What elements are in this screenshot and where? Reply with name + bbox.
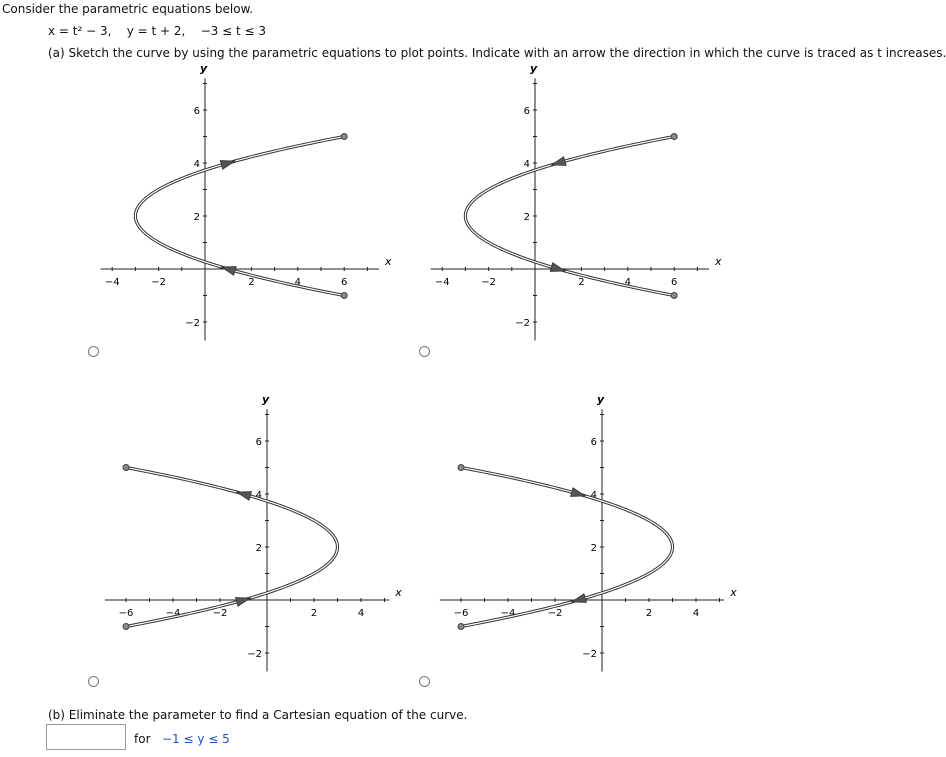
curve-endpoint bbox=[341, 293, 347, 299]
y-tick-label: 2 bbox=[255, 543, 262, 554]
x-tick-label: −4 bbox=[434, 277, 450, 288]
x-axis-label: x bbox=[715, 255, 722, 268]
y-range: −1 ≤ y ≤ 5 bbox=[161, 732, 230, 746]
y-tick-label: −2 bbox=[582, 649, 597, 660]
y-tick-label: 6 bbox=[193, 106, 200, 117]
x-tick-label: 4 bbox=[692, 608, 700, 619]
x-axis-label: x bbox=[730, 586, 737, 599]
answer-input[interactable] bbox=[46, 724, 126, 750]
x-tick-label: 4 bbox=[294, 277, 301, 288]
y-axis-label: y bbox=[597, 393, 605, 407]
x-tick-label: 2 bbox=[645, 608, 653, 619]
curve-endpoint bbox=[671, 134, 677, 140]
x-tick-label: −2 bbox=[151, 277, 166, 288]
direction-arrow bbox=[571, 488, 586, 497]
y-tick-label: 6 bbox=[255, 437, 262, 448]
equations bbox=[48, 24, 266, 38]
y-tick-label: 4 bbox=[193, 159, 200, 170]
y-tick-label: 2 bbox=[523, 212, 530, 223]
y-axis-label: y bbox=[262, 393, 270, 407]
x-tick-label: 6 bbox=[341, 277, 348, 288]
for-label: for bbox=[134, 732, 151, 746]
x-tick-label: 6 bbox=[671, 277, 678, 288]
x-tick-label: −4 bbox=[165, 608, 181, 619]
x-equation: x = t² − 3, bbox=[48, 24, 112, 38]
part-a-question: (a) Sketch the curve by using the parametric equations to plot points. Indicate with an arrow the direction in which the curve is traced as t increases. bbox=[48, 46, 946, 60]
y-equation: y = t + 2, bbox=[126, 24, 186, 38]
x-tick-label: −4 bbox=[500, 608, 516, 619]
x-tick-label: −2 bbox=[547, 608, 563, 619]
curve-endpoint bbox=[671, 293, 677, 299]
x-axis-label: x bbox=[385, 255, 392, 268]
y-tick-label: 4 bbox=[590, 490, 597, 501]
curve-endpoint bbox=[123, 465, 129, 471]
t-range: −3 ≤ t ≤ 3 bbox=[200, 24, 266, 38]
x-tick-label: −4 bbox=[104, 277, 120, 288]
direction-arrow bbox=[572, 594, 587, 603]
y-tick-label: 4 bbox=[523, 159, 530, 170]
intro-text: Consider the parametric equations below. bbox=[2, 2, 254, 16]
curve bbox=[135, 137, 344, 296]
x-tick-label: 2 bbox=[248, 277, 255, 288]
graph-option-4 bbox=[425, 390, 737, 690]
direction-arrow bbox=[220, 161, 235, 170]
curve-endpoint bbox=[458, 465, 464, 471]
y-tick-label: −2 bbox=[515, 318, 530, 329]
y-tick-label: 4 bbox=[255, 490, 262, 501]
x-tick-label: −2 bbox=[481, 277, 496, 288]
direction-arrow bbox=[237, 492, 252, 501]
curve-endpoint bbox=[458, 624, 464, 630]
direction-arrow bbox=[221, 267, 236, 276]
x-tick-label: 4 bbox=[357, 608, 365, 619]
curve-endpoint bbox=[341, 134, 347, 140]
curve bbox=[465, 137, 674, 296]
x-tick-label: 4 bbox=[624, 277, 631, 288]
domain-note bbox=[134, 732, 230, 746]
direction-arrow bbox=[551, 157, 566, 166]
y-tick-label: −2 bbox=[185, 318, 200, 329]
graph-option-1 bbox=[92, 64, 392, 364]
y-tick-label: 2 bbox=[590, 543, 597, 554]
x-tick-label: −6 bbox=[118, 608, 134, 619]
direction-arrow bbox=[236, 598, 251, 607]
curve bbox=[126, 468, 338, 627]
y-tick-label: −2 bbox=[247, 649, 262, 660]
graph-option-3 bbox=[92, 390, 402, 690]
x-tick-label: −2 bbox=[212, 608, 228, 619]
graph-option-2 bbox=[425, 64, 725, 364]
y-tick-label: 6 bbox=[590, 437, 597, 448]
x-tick-label: 2 bbox=[578, 277, 585, 288]
y-axis-label: y bbox=[530, 62, 538, 76]
y-tick-label: 6 bbox=[523, 106, 530, 117]
curve bbox=[461, 468, 673, 627]
part-b-question: (b) Eliminate the parameter to find a Cartesian equation of the curve. bbox=[48, 708, 468, 722]
x-axis-label: x bbox=[395, 586, 402, 599]
y-axis-label: y bbox=[200, 62, 208, 76]
x-tick-label: 2 bbox=[310, 608, 318, 619]
x-tick-label: −6 bbox=[453, 608, 469, 619]
curve-endpoint bbox=[123, 624, 129, 630]
y-tick-label: 2 bbox=[193, 212, 200, 223]
direction-arrow bbox=[550, 263, 565, 272]
